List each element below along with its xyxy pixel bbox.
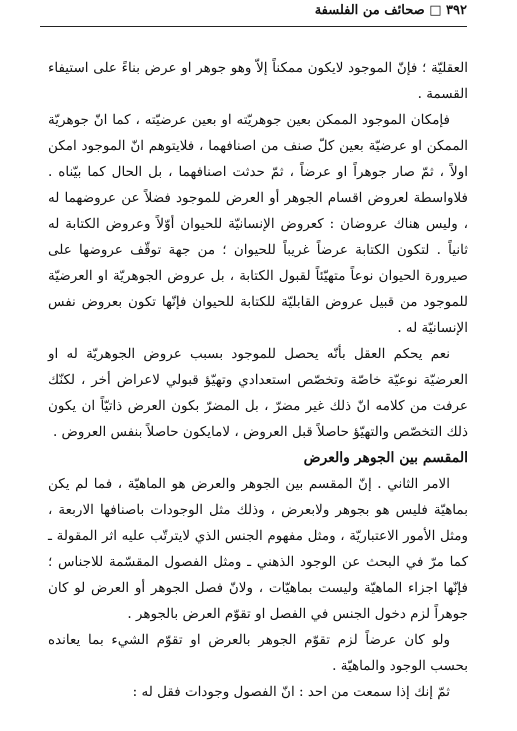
running-title: صحائف من الفلسفة bbox=[314, 3, 425, 18]
paragraph: ثمّ إنك إذا سمعت من احد : انّ الفصول وجودات فقل له : bbox=[132, 684, 450, 700]
paragraph: فإمكان الموجود الممكن بعين جوهريّته او بعين عرضيّته ، كما انّ جوهريّة الممكن او عرضيّة بعين كلّ صنف من اصنافهما ، فلايتوهم انّ الموجود امكن اولاً ، ثمّ صار جوهراً او عرضاً ، ثمّ حدثت اصنافهما ، بل الحال كما بيّناه . فلاواسطة لعروض اقسام الجوهر أو العرض للموجود فضلاً عن عروضهما له ، وليس هناك عروضان : كعروض الإنسانيّة للحيوان أوّلاً وعروض الكتابة له ثانياً . لتكون الكتابة عرضاً غريباً للحيوان ؛ من جهة توقّف عروضها على صيرورة الحيوان نوعاً متهيّئاً لقبول الكتابة ، بل عروض الجوهريّة او العرضيّة للموجود من قبيل عروض القابليّة للكتابة للحيوان فإنّها تكون بعروض نفس الإنسانيّة له . bbox=[48, 112, 468, 336]
paragraph: الامر الثاني . إنّ المقسم بين الجوهر والعرض هو الماهيّة ، فما لم يكن بماهيّة فليس هو بجوهر ولابعرض ، وذلك مثل الوجودات باصنافها الاربعة ، ومثل الأمور الاعتباريّة ، ومثل مفهوم الجنس الذي لايترتّب عليه اثر المقولة ـ كما مرّ في البحث عن الوجود الذهني ـ ومثل الفصول المقسّمة للاجناس ؛ فإنّها اجزاء الماهيّة وليست بماهيّات ، ولانّ فصل الجوهر أو العرض لو كان جوهراً لزم دخول الجنس في الفصل او تقوّم العرض بالجوهر . bbox=[48, 476, 468, 622]
paragraph: العقليّة ؛ فإنّ الموجود لايكون ممكناً إلاّ وهو جوهر او عرض بناءً على استيفاء القسمة . bbox=[48, 60, 468, 102]
paragraph: ولو كان عرضاً لزم تقوّم الجوهر بالعرض او تقوّم الشيء بما يعانده بحسب الوجود والماهيّة . bbox=[48, 632, 468, 674]
page-number: ٣٩٢ bbox=[446, 3, 467, 18]
header-rule bbox=[40, 26, 467, 27]
body-text bbox=[48, 55, 468, 705]
section-heading: المقسم بين الجوهر والعرض bbox=[303, 450, 468, 466]
running-header bbox=[40, 2, 467, 20]
paragraph: نعم يحكم العقل بأنّه يحصل للموجود بسبب عروض الجوهريّة له او العرضيّة نوعيّة خاصّة وتخصّص استعدادي وتهيّؤ قبولي لاعراض أخر ، لكنّك عرفت من كلامه انّ ذلك غير مضرّ ، بل المضرّ بكون العرض ذاتيّاً ان يكون ذلك التخصّص والتهيّؤ حاصلاً قبل العروض ، لامايكون حاصلاً بنفس العروض . bbox=[48, 346, 468, 440]
header-separator-icon: □ bbox=[429, 3, 442, 18]
